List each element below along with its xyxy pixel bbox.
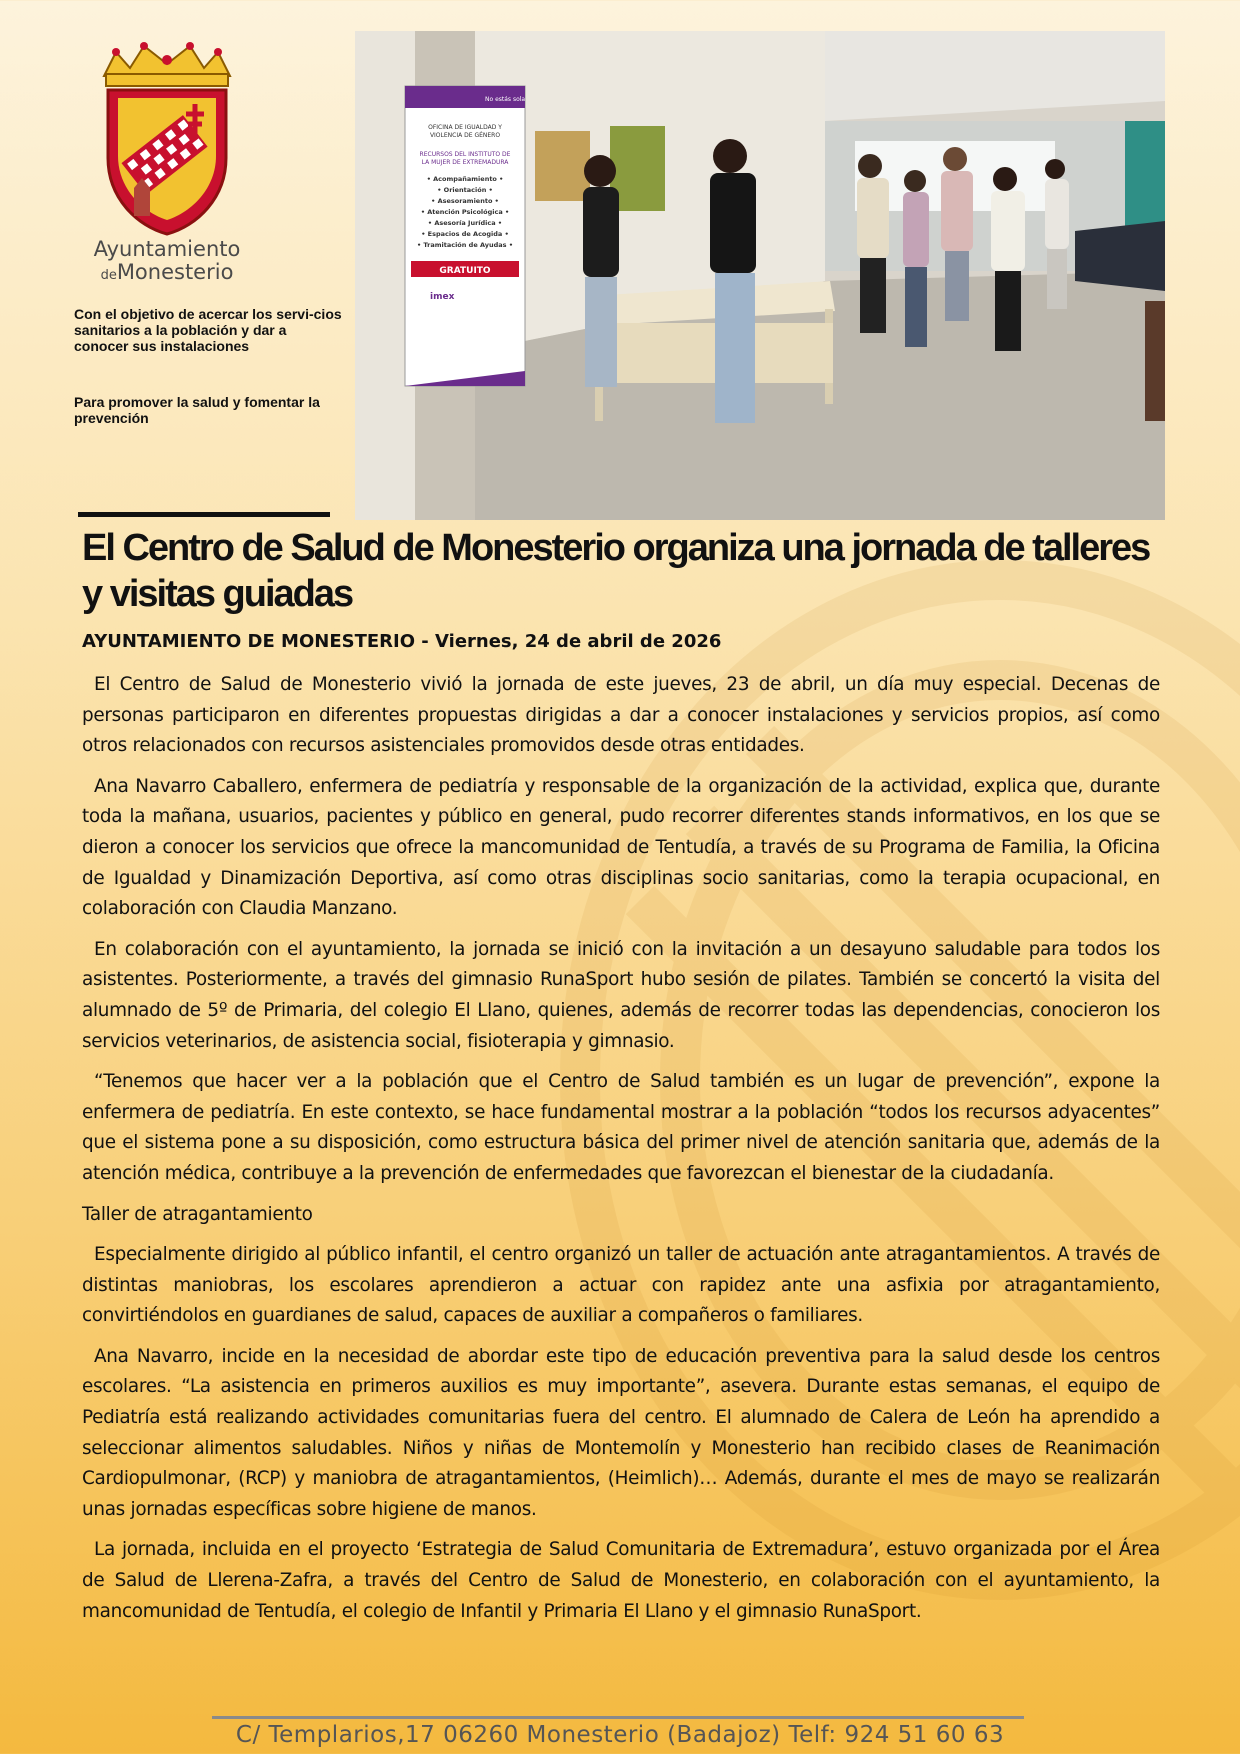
banner-line-10: • Espacios de Acogida • bbox=[421, 230, 509, 238]
title-rule bbox=[78, 512, 330, 517]
banner-cta: GRATUITO bbox=[439, 266, 491, 276]
paragraph: En colaboración con el ayuntamiento, la jornada se inició con la invitación a un desayuno saludable para todos los asistentes. Posteriormente, a través del gimnasio RunaSport hubo sesión de pilates. También se concertó la visita del alumnado de 5º de Primaria, del colegio El Llano, quienes, además de recorrer todas las dependencias, conocieron los servicios veterinarios, de asistencia social, fisioterapia y gimnasio. bbox=[82, 938, 1160, 1052]
banner-line-4: LA MUJER DE EXTREMADURA bbox=[421, 159, 509, 166]
paragraph: Ana Navarro Caballero, enfermera de pediatría y responsable de la organización de la actividad, explica que, durante toda la mañana, usuarios, pacientes y público en general, pudo recorrer diferentes stands informativos, en los que se dieron a conocer los servicios que ofrece la mancomunidad de Tentudía, a través de su Programa de Familia, la Oficina de Igualdad y Dinamización Deportiva, así como otras disciplinas socio sanitarias, como la terapia ocupacional, en colaboración con Claudia Manzano. bbox=[82, 775, 1160, 920]
banner-line-7: • Asesoramiento • bbox=[431, 197, 499, 205]
banner-line-8: • Atención Psicológica • bbox=[420, 208, 510, 216]
event-photo bbox=[355, 31, 1165, 520]
banner-line-5: • Acompañamiento • bbox=[426, 175, 504, 183]
intro-text-1: Con el objetivo de acercar los servi-cios sanitarios a la población y dar a conocer sus instalaciones bbox=[74, 306, 342, 354]
paragraph: La jornada, incluida en el proyecto ‘Estrategia de Salud Comunitaria de Extremadura’, estuvo organizada por el Área de Salud de Llerena-Zafra, a través del Centro de Salud de Monesterio, en colaboración con el ayuntamiento, la mancomunidad de Tentudía, el colegio de Infantil y Primaria El Llano y el gimnasio RunaSport. bbox=[82, 1539, 1160, 1622]
logo-wordmark bbox=[92, 238, 242, 287]
banner-brand: imex bbox=[430, 292, 455, 302]
logo-line1: Ayuntamiento bbox=[93, 237, 241, 261]
banner-line-6: • Orientación • bbox=[437, 186, 493, 194]
banner-line-11: • Tramitación de Ayudas • bbox=[417, 241, 513, 249]
banner-line-3: RECURSOS DEL INSTITUTO DE bbox=[419, 151, 511, 158]
banner-line-1: OFICINA DE IGUALDAD Y bbox=[428, 124, 502, 131]
footer-rule bbox=[212, 1716, 1024, 1719]
article-byline: AYUNTAMIENTO DE MONESTERIO - Viernes, 24 de abril de 2026 bbox=[82, 631, 722, 652]
section-subheading: Taller de atragantamiento bbox=[82, 1203, 313, 1225]
article-title: El Centro de Salud de Monesterio organiza una jornada de talleres y visitas guiadas bbox=[82, 527, 1150, 615]
coat-of-arms-icon bbox=[92, 38, 242, 238]
logo-line2-prefix: de bbox=[100, 268, 117, 283]
municipal-logo bbox=[92, 38, 242, 288]
banner-line-2: VIOLENCIA DE GÉNERO bbox=[429, 132, 501, 139]
footer-address: C/ Templarios,17 06260 Monesterio (Badajoz) Telf: 924 51 60 63 bbox=[235, 1722, 1005, 1748]
banner-line-9: • Asesoría Jurídica • bbox=[427, 219, 503, 227]
article-body bbox=[82, 670, 1160, 1637]
logo-line2: Monesterio bbox=[116, 260, 234, 284]
banner-line-0: No estás sola bbox=[485, 96, 526, 103]
intro-text-2: Para promover la salud y fomentar la prevención bbox=[74, 394, 320, 426]
paragraph: Especialmente dirigido al público infantil, el centro organizó un taller de actuación ante atragantamientos. A través de distintas maniobras, los escolares aprendieron a actuar con rapidez ante una asfixia por atragantamiento, convirtiéndolos en guardianes de salud, capaces de auxiliar a compañeros o familiares. bbox=[82, 1244, 1160, 1327]
paragraph: El Centro de Salud de Monesterio vivió la jornada de este jueves, 23 de abril, un día muy especial. Decenas de personas participaron en diferentes propuestas dirigidas a dar a conocer instalaciones y servicios propios, así como otros relacionados con recursos asistenciales promovidos desde otras entidades. bbox=[82, 674, 1160, 757]
paragraph: Ana Navarro, incide en la necesidad de abordar este tipo de educación preventiva para la salud desde los centros escolares. “La asistencia en primeros auxilios es muy importante”, asevera. Durante estas semanas, el equipo de Pediatría está realizando actividades comunitarias fuera del centro. El alumnado de Calera de León ha aprendido a seleccionar alimentos saludables. Niños y niñas de Montemolín y Monesterio han recibido clases de Reanimación Cardiopulmonar, (RCP) y maniobra de atragantamientos, (Heimlich)… Además, durante el mes de mayo se realizarán unas jornadas específicas sobre higiene de manos. bbox=[82, 1345, 1160, 1520]
paragraph: “Tenemos que hacer ver a la población que el Centro de Salud también es un lugar de prevención”, expone la enfermera de pediatría. En este contexto, se hace fundamental mostrar a la población “todos los recursos adyacentes” que el sistema pone a su disposición, como estructura básica del primer nivel de atención sanitaria que, además de la atención médica, contribuye a la prevención de enfermedades que favorezcan el bienestar de la ciudadanía. bbox=[82, 1071, 1160, 1184]
